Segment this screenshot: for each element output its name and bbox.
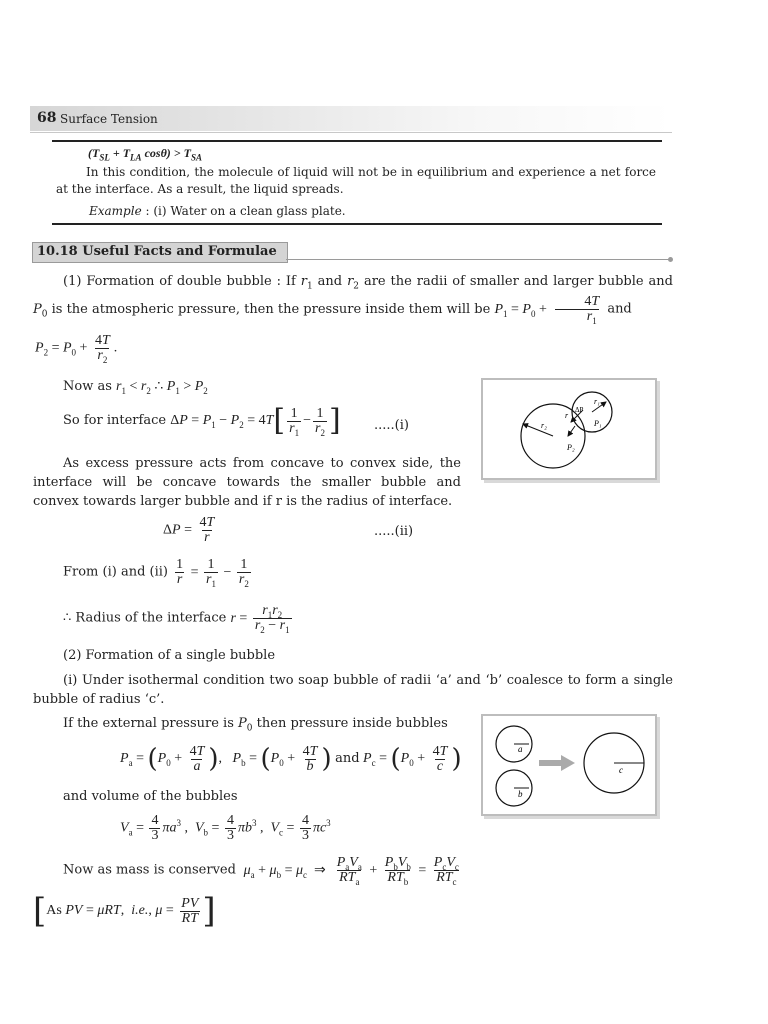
- ideal-gas-note: [As PV = μRT, i.e., μ = $\frac{PV}{RT}$ ]: [33, 891, 216, 931]
- radius-r2-arrow: [523, 424, 553, 436]
- double-bubble-figure: [481, 378, 657, 480]
- arrow-head: [561, 755, 575, 771]
- now-as-label: Now as: [63, 379, 112, 394]
- inequality-formula: $r_1 < r_2$ ∴ $P_1 > P_2$: [116, 379, 208, 396]
- now-as-line: [63, 378, 208, 395]
- example-line: [89, 204, 346, 218]
- fig1-label-delta-p: ΔP: [575, 406, 584, 414]
- external-pressure-line: If the external pressure is $P_0$ then pressure inside bubbles: [63, 716, 448, 734]
- fig2-label-a: a: [518, 744, 523, 754]
- so-for-interface-label: So for interface: [63, 413, 167, 429]
- and-text: and: [607, 301, 632, 317]
- mass-conserved-line: [63, 856, 463, 885]
- fig1-label-r2: r₂: [541, 421, 547, 430]
- excess-pressure-paragraph: As excess pressure acts from concave to convex side, the interface will be concave towards the smaller bubble and convex towards larger bubble and if r is the radius of interface.: [33, 456, 461, 509]
- interface-line: [63, 403, 341, 438]
- radius-interface-label: Radius of the interface: [75, 610, 227, 626]
- double-bubble-paragraph: [33, 268, 673, 324]
- section-heading: 10.18 Useful Facts and Formulae: [37, 244, 277, 259]
- from-i-ii-label: From (i) and (ii): [63, 564, 168, 580]
- from-i-ii-line: [63, 558, 253, 587]
- fig1-label-p1: P₁: [594, 419, 602, 428]
- radius-formula: r = $\frac{r_1r_2}{r_2 - r_1}$: [230, 603, 290, 635]
- fig1-label-r: r: [565, 411, 569, 420]
- section-dot: [668, 257, 673, 262]
- coalesce-diagram: [483, 716, 655, 814]
- mass-conserved-label: Now as mass is conserved: [63, 862, 236, 878]
- radius-interface-line: [63, 604, 294, 633]
- formula-p1: $P_1 = P_0$ + $\frac{4T}{r_1}$: [494, 294, 600, 326]
- eq-label-ii: .....(ii): [374, 524, 414, 539]
- section-underline: [286, 259, 670, 260]
- delta-p-formula: $\Delta P = P_1 - P_2 = 4T$[ $\frac{1}{r_1}$ − $\frac{1}{r_2}$ ]: [170, 403, 341, 438]
- example-text: : (i) Water on a clean glass plate.: [145, 204, 346, 218]
- eq-label-i: .....(i): [374, 418, 409, 433]
- mass-conservation-formula: $\mu_a + \mu_b = \mu_c$ ⇒ $\frac{P_aV_a}{RT_a}$ + $\frac{P_bV_b}{RT_b}$ = $\frac{P_cV_c}{RT_c}$: [243, 855, 459, 887]
- volume-label: and volume of the bubbles: [63, 789, 238, 804]
- page-number: 68: [37, 110, 57, 126]
- therefore-symbol: ∴: [63, 610, 72, 626]
- arrow-shaft: [539, 760, 561, 766]
- fig1-label-r1: r₁: [594, 397, 600, 406]
- single-bubble-heading: (2) Formation of a single bubble: [63, 648, 276, 663]
- box-top-rule: [52, 140, 662, 142]
- box-bottom-rule: [52, 223, 662, 225]
- delta-p-arrow: [568, 426, 575, 436]
- fig2-label-c: c: [619, 765, 623, 775]
- interface-formula: ΔP = $\frac{4T}{r}$: [163, 515, 215, 545]
- header-divider: [30, 132, 672, 133]
- condition-text: In this condition, the molecule of liquid will not be in equilibrium and experience a net force at the interface. As a result, the liquid spreads.: [56, 165, 656, 196]
- condition-formula: ($T_{SL} + T_{LA}$ $\cos\theta) > T_{SA}$: [88, 146, 202, 163]
- and-word: and: [335, 751, 360, 767]
- fig2-label-b: b: [518, 789, 523, 799]
- single-bubble-paragraph: (i) Under isothermal condition two soap bubble of radii ‘a’ and ‘b’ coalesce to form a single bubble of radius ‘c’.: [33, 673, 673, 707]
- double-bubble-diagram: [483, 380, 655, 478]
- fig1-label-p2: P₂: [567, 443, 575, 452]
- reciprocal-formula: $\frac{1}{r}$ = $\frac{1}{r_1}$ − $\frac{1}{r_2}$: [176, 557, 249, 589]
- volume-formulas: $V_a$ = $\frac{4}{3}$ $\pi a^3$ , $V_b$ = $\frac{4}{3}$ $\pi b^3$ , $V_c$ = $\frac{4}{3}$ $\pi c^3$: [120, 813, 331, 843]
- double-bubble-text: (1) Formation of double bubble : If $r_1$ and $r_2$ are the radii of smaller and larger bubble and $P_0$ is the atmospheric pressure, then the pressure inside them will be: [33, 274, 673, 320]
- formula-p2: $P_2 = P_0$ + $\frac{4T}{r_2}$ .: [35, 333, 118, 365]
- implies-symbol: ⇒: [314, 862, 326, 878]
- bubble-pressure-formulas: $P_a = (P_0$ + $\frac{4T}{a}$ ), $P_b = (P_0$ + $\frac{4T}{b}$ ) and $P_c = (P_0$ + $\frac{4T}{c}$ ): [120, 743, 462, 774]
- example-label: Example: [89, 204, 142, 218]
- page-header-title: Surface Tension: [60, 112, 158, 126]
- single-bubble-figure: [481, 714, 657, 816]
